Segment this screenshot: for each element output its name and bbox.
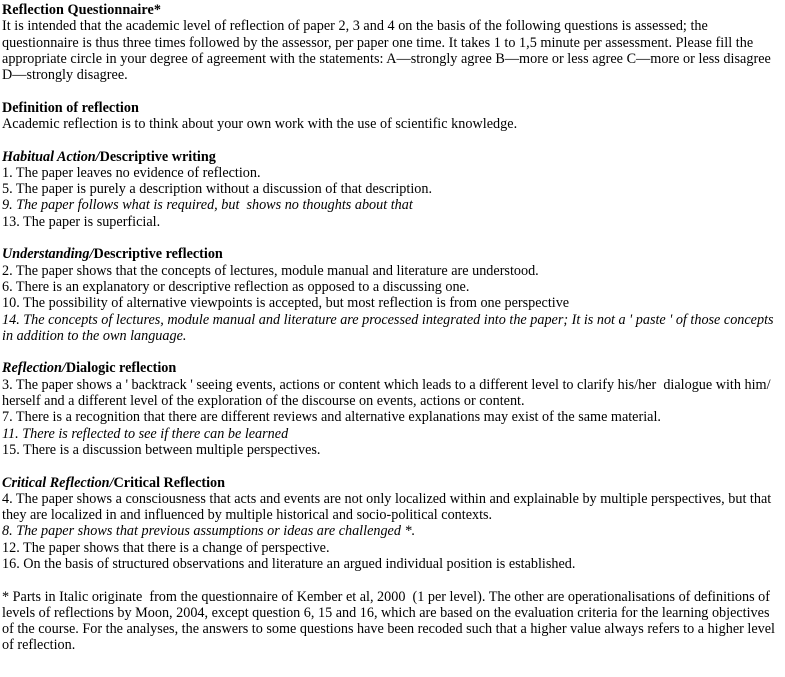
questionnaire-item: 4. The paper shows a consciousness that acts and events are not only localized within and explainable by multiple perspectives, but that they are localized in and influenced by multiple historical and socio-political contexts. [2,490,775,524]
definition-heading: Definition of reflection [2,99,139,116]
section-heading-regular-part: Descriptive writing [99,148,216,165]
questionnaire-item: 14. The concepts of lectures, module manual and literature are processed integrated into the paper; It is not a ' paste ' of those concepts in addition to the own language. [2,311,778,344]
section-heading-italic-part: Reflection/ [2,360,66,377]
section-heading [2,475,781,491]
questionnaire-item: 11. There is reflected to see if there can be learned [2,425,289,442]
section-heading-italic-part: Understanding/ [2,246,94,263]
questionnaire-item: 9. The paper follows what is required, but shows no thoughts about that [2,197,413,214]
section-heading-italic-part: Habitual Action/ [2,148,100,165]
questionnaire-item: 16. On the basis of structured observations and literature an argued individual position is established. [2,556,576,572]
spacer [2,83,781,99]
page-title: Reflection Questionnaire* [2,2,162,18]
questionnaire-item: 15. There is a discussion between multiple perspectives. [2,441,321,458]
questionnaire-item: 1. The paper leaves no evidence of reflection. [2,164,261,181]
questionnaire-item: 7. There is a recognition that there are different reviews and alternative explanations may exist of the same material. [2,409,661,426]
questionnaire-item: 5. The paper is purely a description without a discussion of that description. [2,181,433,198]
section-heading [2,246,781,262]
questionnaire-item: 8. The paper shows that previous assumptions or ideas are challenged *. [2,523,416,540]
spacer [2,230,781,246]
questionnaire-item: 12. The paper shows that there is a change of perspective. [2,539,330,556]
section-heading [2,360,781,376]
intro-paragraph: It is intended that the academic level of reflection of paper 2, 3 and 4 on the basis of the following questions is assessed; the questionnaire is thus three times followed by the assessor, per paper one time. It takes 1 to 1,5 minute per assessment. Please fill the appropriate circle in your degree of agreement with the statements: A—strongly agree B—more or less agree C—more or less disagree D—strongly disagree. [2,18,775,84]
spacer [2,132,781,148]
footnote-text: * Parts in Italic originate from the questionnaire of Kember et al, 2000 (1 per level). The other are operationalisations of definitions of levels of reflections by Moon, 2004, except question 6, 15 and 16, which are based on the evaluation criteria for the learning objectives of the course. For the analyses, the answers to some questions have been recoded such that a higher value always refers to a higher level of reflection. [2,588,779,654]
spacer [2,344,781,360]
definition-text: Academic reflection is to think about your own work with the use of scientific knowledge. [2,115,518,132]
section-heading-regular-part: Dialogic reflection [65,360,177,377]
questionnaire-item: 10. The possibility of alternative viewpoints is accepted, but most reflection is from one perspective [2,295,570,312]
questionnaire-item: 2. The paper shows that the concepts of lectures, module manual and literature are understood. [2,262,539,279]
section-heading-regular-part: Critical Reflection [113,474,226,491]
questionnaire-item: 6. There is an explanatory or descriptive reflection as opposed to a discussing one. [2,278,470,295]
section-heading-italic-part: Critical Reflection/ [2,474,114,491]
questionnaire-item: 13. The paper is superficial. [2,213,161,230]
questionnaire-item: 3. The paper shows a ' backtrack ' seeing events, actions or content which leads to a different level to clarify his/her dialogue with him/ herself and a different level of the exploration of the discourse on events, actions or content. [2,376,775,410]
section-heading [2,149,781,165]
sections-container [2,132,781,572]
spacer [2,458,781,474]
spacer [2,572,781,588]
section-heading-regular-part: Descriptive reflection [93,246,223,263]
